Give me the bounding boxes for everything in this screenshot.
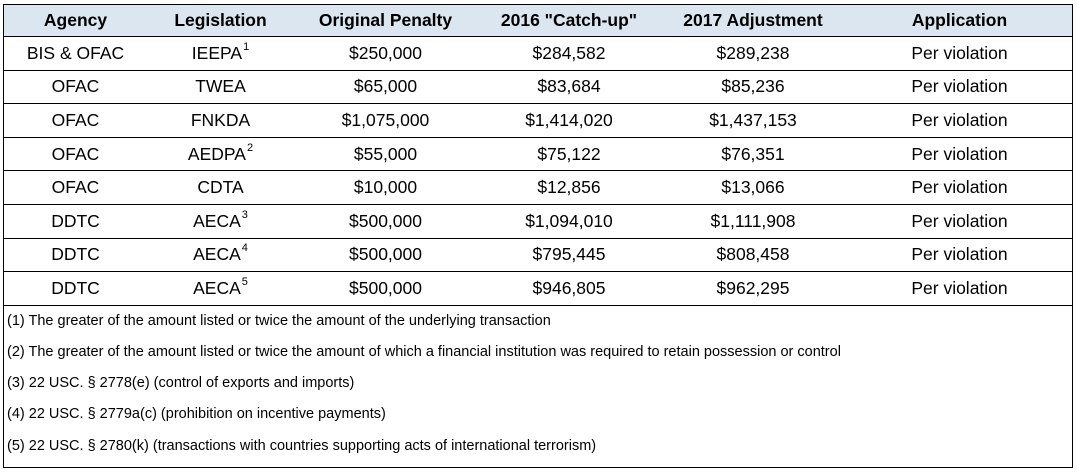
legislation-cell-text: CDTA [197, 177, 244, 198]
agency-cell [4, 171, 147, 205]
original-penalty-cell [294, 137, 477, 171]
original-penalty-cell-text: $10,000 [353, 177, 418, 198]
application-cell [845, 171, 1073, 205]
column-header-2016-catch-up: 2016 "Catch-up" [477, 5, 661, 37]
application-cell-text: Per violation [911, 277, 1008, 298]
catch-up-2016-cell-text: $1,414,020 [525, 109, 613, 130]
original-penalty-cell [294, 272, 477, 306]
footnote-marker: 1 [243, 40, 250, 53]
agency-cell-text: OFAC [51, 109, 100, 130]
legislation-cell [147, 37, 294, 71]
catch-up-2016-cell-text: $1,094,010 [525, 210, 613, 231]
table-body [4, 37, 1073, 306]
footnote-marker: 5 [241, 275, 248, 288]
agency-cell-text: DDTC [51, 244, 100, 265]
table-row [4, 104, 1073, 138]
footnote-marker: 3 [241, 208, 248, 221]
legislation-cell-text: AECA [193, 210, 241, 231]
legislation-cell [147, 171, 294, 205]
agency-cell [4, 70, 147, 104]
footnote-2: (2) The greater of the amount listed or twice the amount of which a financial institution was required to retain possession or control [7, 343, 841, 360]
catch-up-2016-cell-text: $284,582 [532, 42, 606, 63]
legislation-cell [147, 204, 294, 238]
footnote-marker: 4 [241, 242, 248, 255]
column-header-legislation: Legislation [147, 5, 294, 37]
application-cell [845, 238, 1073, 272]
agency-cell-text: BIS & OFAC [26, 42, 125, 63]
adjustment-2017-cell-text: $13,066 [721, 177, 785, 198]
legislation-cell-text: AECA [193, 244, 241, 265]
catch-up-2016-cell-text: $83,684 [537, 76, 601, 97]
adjustment-2017-cell [661, 137, 845, 171]
footnote-4: (4) 22 USC. § 2779a(c) (prohibition on incentive payments) [7, 406, 386, 423]
column-header-application: Application [845, 5, 1073, 37]
adjustment-2017-cell-text: $1,111,908 [710, 210, 796, 231]
footnotes [4, 306, 1072, 462]
application-cell-text: Per violation [911, 210, 1008, 231]
legislation-cell-text: TWEA [195, 76, 246, 97]
catch-up-2016-cell [477, 104, 661, 138]
original-penalty-cell-text: $55,000 [353, 143, 418, 164]
catch-up-2016-cell [477, 37, 661, 71]
original-penalty-cell [294, 204, 477, 238]
adjustment-2017-cell [661, 171, 845, 205]
table-row [4, 171, 1073, 205]
legislation-cell [147, 137, 294, 171]
application-cell [845, 37, 1073, 71]
agency-cell [4, 238, 147, 272]
adjustment-2017-cell [661, 204, 845, 238]
original-penalty-cell-text: $1,075,000 [341, 109, 430, 130]
adjustment-2017-cell-text: $289,238 [716, 42, 790, 63]
table-row [4, 238, 1073, 272]
adjustment-2017-cell-text: $1,437,153 [709, 109, 797, 130]
agency-cell [4, 37, 147, 71]
catch-up-2016-cell [477, 70, 661, 104]
footnote-5: (5) 22 USC. § 2780(k) (transactions with countries supporting acts of international terrorism) [7, 437, 597, 454]
agency-cell [4, 104, 147, 138]
agency-cell-text: DDTC [51, 277, 100, 298]
application-cell-text: Per violation [911, 109, 1008, 130]
adjustment-2017-cell-text: $962,295 [716, 277, 790, 298]
table-row [4, 137, 1073, 171]
table-row [4, 37, 1073, 71]
catch-up-2016-cell [477, 272, 661, 306]
table-row [4, 70, 1073, 104]
legislation-cell-text: AECA [193, 277, 241, 298]
footnote-1: (1) The greater of the amount listed or twice the amount of the underlying transaction [7, 312, 551, 329]
legislation-cell [147, 70, 294, 104]
agency-cell-text: OFAC [51, 76, 100, 97]
adjustment-2017-cell [661, 104, 845, 138]
adjustment-2017-cell [661, 70, 845, 104]
application-cell-text: Per violation [911, 177, 1008, 198]
catch-up-2016-cell-text: $12,856 [537, 177, 601, 198]
legislation-cell [147, 238, 294, 272]
agency-cell-text: DDTC [51, 210, 100, 231]
table-row [4, 272, 1073, 306]
footnote-marker: 2 [246, 141, 254, 154]
penalty-table-sheet [3, 4, 1073, 468]
application-cell [845, 104, 1073, 138]
adjustment-2017-cell [661, 272, 845, 306]
catch-up-2016-cell-text: $946,805 [532, 277, 606, 298]
original-penalty-cell [294, 238, 477, 272]
header-row [4, 5, 1073, 37]
agency-cell [4, 272, 147, 306]
catch-up-2016-cell-text: $795,445 [532, 244, 606, 265]
application-cell-text: Per violation [911, 244, 1008, 265]
application-cell-text: Per violation [911, 42, 1008, 63]
original-penalty-cell [294, 70, 477, 104]
original-penalty-cell [294, 171, 477, 205]
application-cell [845, 70, 1073, 104]
footnote-3: (3) 22 USC. § 2778(e) (control of exports and imports) [7, 375, 355, 392]
legislation-cell-text: FNKDA [190, 109, 251, 130]
column-header-agency: Agency [4, 5, 147, 37]
agency-cell-text: OFAC [51, 143, 100, 164]
agency-cell [4, 204, 147, 238]
original-penalty-cell-text: $500,000 [349, 210, 422, 231]
penalty-table [4, 5, 1073, 306]
catch-up-2016-cell [477, 171, 661, 205]
original-penalty-cell-text: $250,000 [349, 42, 422, 63]
original-penalty-cell-text: $500,000 [349, 244, 422, 265]
application-cell [845, 137, 1073, 171]
catch-up-2016-cell-text: $75,122 [537, 143, 601, 164]
catch-up-2016-cell [477, 137, 661, 171]
table-row [4, 204, 1073, 238]
adjustment-2017-cell-text: $85,236 [721, 76, 785, 97]
agency-cell [4, 137, 147, 171]
original-penalty-cell-text: $65,000 [353, 76, 418, 97]
agency-cell-text: OFAC [51, 177, 100, 198]
application-cell [845, 204, 1073, 238]
application-cell-text: Per violation [911, 76, 1008, 97]
catch-up-2016-cell [477, 204, 661, 238]
original-penalty-cell [294, 104, 477, 138]
legislation-cell-text: AEDPA [187, 143, 246, 164]
original-penalty-cell [294, 37, 477, 71]
application-cell-text: Per violation [911, 143, 1008, 164]
adjustment-2017-cell [661, 37, 845, 71]
adjustment-2017-cell-text: $808,458 [716, 244, 790, 265]
legislation-cell [147, 272, 294, 306]
column-header-2017-adjustment: 2017 Adjustment [661, 5, 845, 37]
original-penalty-cell-text: $500,000 [349, 277, 422, 298]
legislation-cell [147, 104, 294, 138]
adjustment-2017-cell-text: $76,351 [721, 143, 785, 164]
catch-up-2016-cell [477, 238, 661, 272]
legislation-cell-text: IEEPA [191, 42, 243, 63]
column-header-original-penalty: Original Penalty [294, 5, 477, 37]
application-cell [845, 272, 1073, 306]
adjustment-2017-cell [661, 238, 845, 272]
